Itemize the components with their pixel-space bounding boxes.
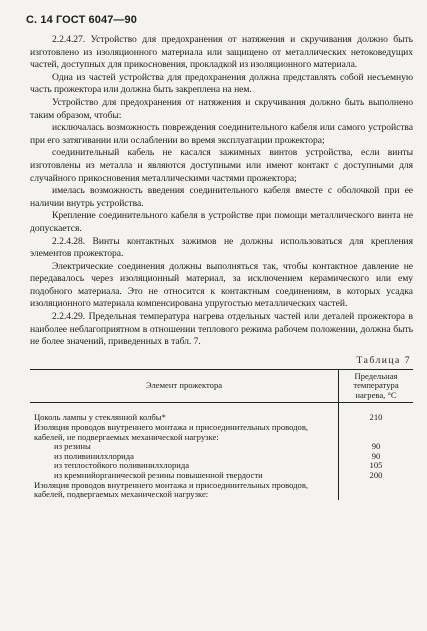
table-row bbox=[30, 423, 413, 442]
row-value: 210 bbox=[369, 412, 383, 423]
row-label: из кремнийорганической резины повышенной твердости bbox=[54, 469, 263, 480]
row-value: 105 bbox=[369, 460, 383, 471]
row-value bbox=[339, 423, 414, 442]
row-label: Изоляция проводов внутреннего монтажа и присоединительных проводов, кабелей, не подвергаемых механической нагрузке: bbox=[30, 423, 339, 442]
row-value: 90 bbox=[371, 441, 381, 452]
paragraph: Одна из частей устройства для предохранения должна представлять собой несъемную часть прожектора или должна быть закреплена на нем. bbox=[30, 71, 413, 96]
row-label: из поливинилхлорида bbox=[54, 450, 134, 461]
paragraph: Устройство для предохранения от натяжения и скручивания должно быть выполнено таким образом, чтобы: bbox=[30, 96, 413, 121]
paragraph: имелась возможность введения соединительного кабеля вместе с оболочкой при ее наличии внутрь устройства. bbox=[30, 185, 413, 209]
paragraph: Крепление соединительного кабеля в устройстве при помощи металлического винта не допускается. bbox=[30, 210, 413, 234]
body-text bbox=[30, 34, 413, 349]
table-title: Таблица 7 bbox=[356, 354, 411, 366]
row-label: Изоляция проводов внутреннего монтажа и присоединительных проводов, кабелей, подвергаемых механической нагрузке: bbox=[30, 481, 339, 500]
paragraph: 2.2.4.28. Винты контактных зажимов не должны использоваться для крепления элементов прожектора. bbox=[30, 235, 413, 260]
page-header: С. 14 ГОСТ 6047—90 bbox=[26, 14, 137, 26]
row-label: из резины bbox=[54, 441, 91, 452]
row-value: 200 bbox=[369, 469, 383, 480]
row-label: из теплостойкого поливинилхлорида bbox=[54, 460, 190, 471]
column-header-temperature: Предельная температура нагрева, °С bbox=[339, 369, 414, 403]
paragraph: Электрические соединения должны выполняться так, чтобы контактное давление не передавалось через изоляционный материал, за исключением керамического или ему подобного материала. Это не относится к контактным соединениям, в которых усадка изоляционного материала компенсирована упругостью металлических частей. bbox=[30, 260, 413, 310]
row-label: Цоколь лампы у стеклянной колбы* bbox=[30, 413, 339, 423]
table-row bbox=[30, 481, 413, 500]
paragraph: соединительный кабель не касался зажимных винтов устройства, если винты изготовлены из металла и являются доступными или имеют контакт с доступными для случайного прикосновения металлическими частями прожектора; bbox=[30, 147, 413, 184]
paragraph: 2.2.4.27. Устройство для предохранения от натяжения и скручивания должно быть изготовлено из изоляционного материала или защищено от металлических нетоковедущих частей, доступных для прикосновения, прокладкой из изоляционного материала. bbox=[30, 34, 413, 71]
paragraph: исключалась возможность повреждения соединительного кабеля или самого устройства при его затягивании или ослаблении во время эксплуатации прожектора; bbox=[30, 122, 413, 146]
temperature-table bbox=[30, 369, 413, 500]
column-header-element: Элемент прожектора bbox=[30, 369, 339, 403]
paragraph: 2.2.4.29. Предельная температура нагрева отдельных частей или деталей прожектора в наиболее неблагоприятном в отношении теплового режима рабочем положении, должна быть не более значений, приведенных в табл. 7. bbox=[30, 311, 413, 348]
row-value: 90 bbox=[371, 450, 381, 461]
row-value bbox=[339, 481, 414, 500]
table-header-row bbox=[30, 369, 413, 403]
